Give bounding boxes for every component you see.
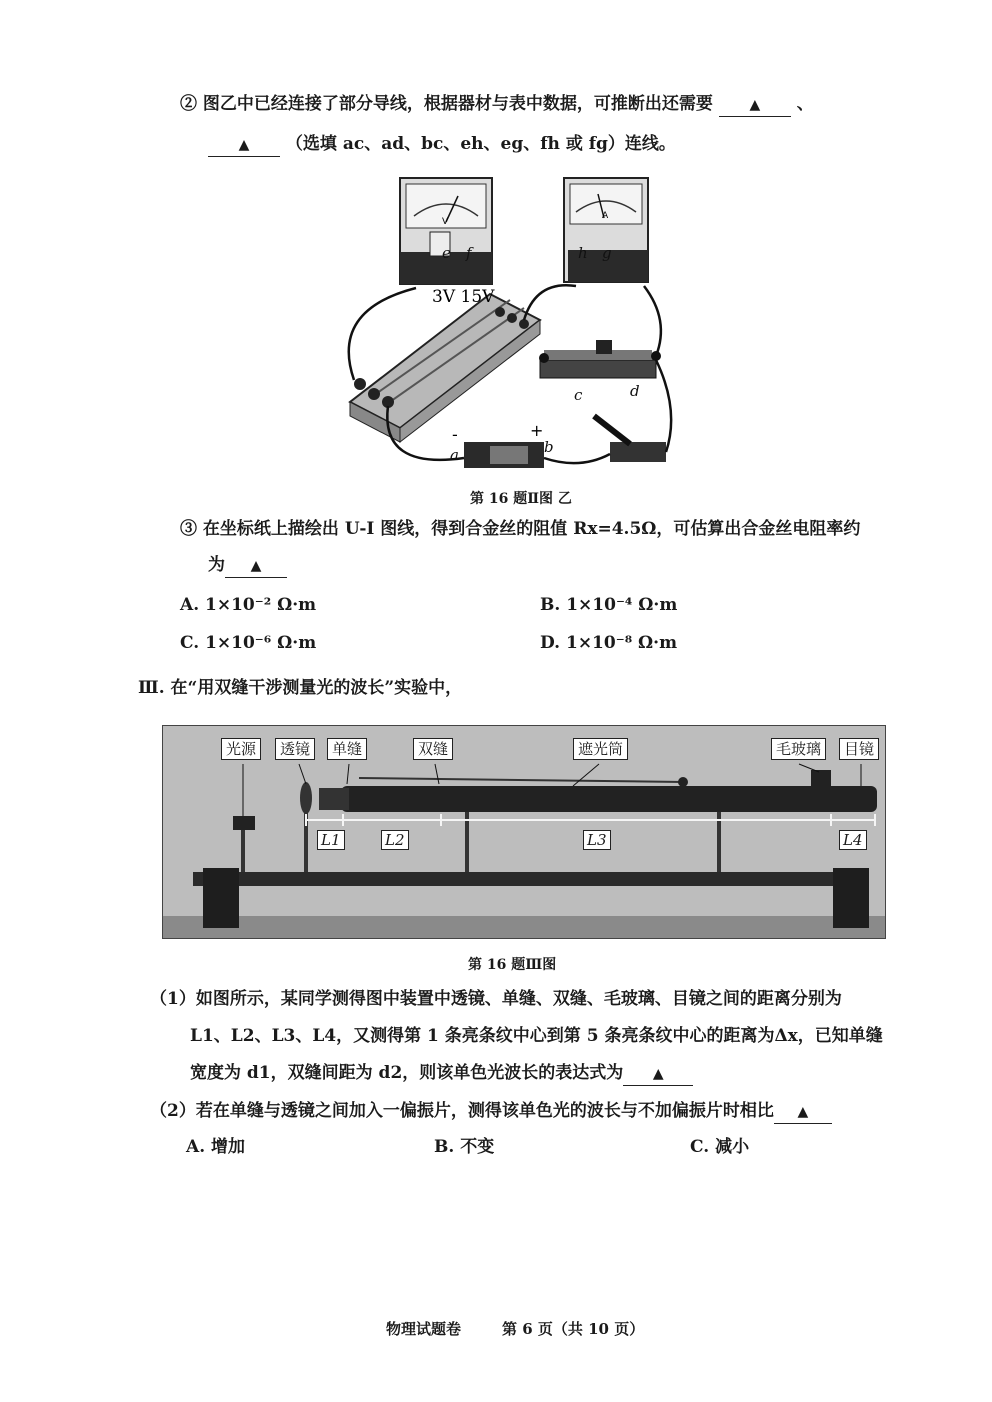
part3-q2-line: （2）若在单缝与透镜之间加入一偏振片，测得该单色光的波长与不加偏振片时相比 ▲ — [150, 1100, 832, 1124]
switch — [594, 416, 666, 462]
label-lens: 透镜 — [275, 738, 315, 760]
q2-line2: ▲ （选填 ac、ad、bc、eh、eg、fh 或 fg）连线。 — [208, 133, 676, 157]
part3-option-c[interactable]: C. 减小 — [690, 1137, 750, 1157]
q3-line1: ③ 在坐标纸上描绘出 U-I 图线，得到合金丝的阻值 Rx=4.5Ω，可估算出合金丝电阻率约 — [180, 519, 861, 539]
answer-blank[interactable]: ▲ — [208, 133, 280, 157]
pin-f: f — [466, 244, 472, 262]
plus-sign: + — [530, 421, 544, 440]
part3-option-a[interactable]: A. 增加 — [186, 1137, 246, 1157]
answer-blank[interactable]: ▲ — [774, 1100, 832, 1124]
footer-subject: 物理试题卷 — [386, 1320, 462, 1338]
label-L1: L1 — [317, 830, 345, 850]
battery — [464, 442, 544, 468]
footer-page-number: 第 6 页（共 10 页） — [502, 1320, 645, 1338]
q3-option-d[interactable]: D. 1×10⁻⁸ Ω·m — [540, 633, 678, 653]
label-L3: L3 — [583, 830, 611, 850]
label-light-shield-tube: 遮光筒 — [573, 738, 628, 760]
q3-option-c[interactable]: C. 1×10⁻⁶ Ω·m — [180, 633, 317, 653]
pin-e: e — [442, 244, 451, 262]
answer-blank[interactable]: ▲ — [623, 1062, 693, 1086]
pin-b: b — [544, 438, 554, 456]
part3-q1-line2: L1、L2、L3、L4，又测得第 1 条亮条纹中心到第 5 条亮条纹中心的距离为Δx，已知单缝 — [190, 1026, 883, 1046]
minus-sign: - — [452, 425, 458, 444]
wire-board — [350, 294, 540, 442]
q2-line1: ② 图乙中已经连接了部分导线，根据器材与表中数据，可推断出还需要 ▲ 、 — [180, 93, 814, 117]
figure-b-caption: 第 16 题Ⅱ图 乙 — [470, 491, 572, 507]
voltmeter — [400, 178, 492, 284]
label-light-source: 光源 — [221, 738, 261, 760]
label-L2: L2 — [381, 830, 409, 850]
q3-option-a[interactable]: A. 1×10⁻² Ω·m — [180, 595, 317, 615]
pin-d: d — [630, 382, 640, 400]
pin-g: g — [602, 244, 612, 262]
label-L4: L4 — [839, 830, 867, 850]
label-frosted-glass: 毛玻璃 — [771, 738, 826, 760]
part3-heading: Ⅲ. 在“用双缝干涉测量光的波长”实验中， — [138, 678, 463, 698]
q3-option-b[interactable]: B. 1×10⁻⁴ Ω·m — [540, 595, 678, 615]
pin-a: a — [450, 446, 459, 464]
answer-blank[interactable]: ▲ — [719, 93, 791, 117]
answer-blank[interactable]: ▲ — [225, 554, 287, 578]
part3-option-b[interactable]: B. 不变 — [434, 1137, 495, 1157]
pin-c: c — [574, 386, 583, 404]
rheostat — [539, 340, 661, 378]
voltmeter-range-label: 3V 15V — [432, 287, 495, 307]
q3-line2: 为 ▲ — [208, 554, 287, 578]
svg-text:A: A — [602, 211, 609, 221]
circuit-figure — [340, 170, 680, 480]
label-single-slit: 单缝 — [327, 738, 367, 760]
apparatus-photo — [162, 725, 886, 939]
ammeter — [564, 178, 648, 282]
label-double-slit: 双缝 — [413, 738, 453, 760]
svg-text:V: V — [442, 217, 449, 227]
label-eyepiece: 目镜 — [839, 738, 879, 760]
figure-3-caption: 第 16 题Ⅲ图 — [468, 957, 557, 973]
part3-q1-line1: （1）如图所示，某同学测得图中装置中透镜、单缝、双缝、毛玻璃、目镜之间的距离分别为 — [150, 989, 842, 1009]
pin-h: h — [578, 244, 588, 262]
part3-q1-line3: 宽度为 d1，双缝间距为 d2，则该单色光波长的表达式为 ▲ — [190, 1062, 693, 1086]
